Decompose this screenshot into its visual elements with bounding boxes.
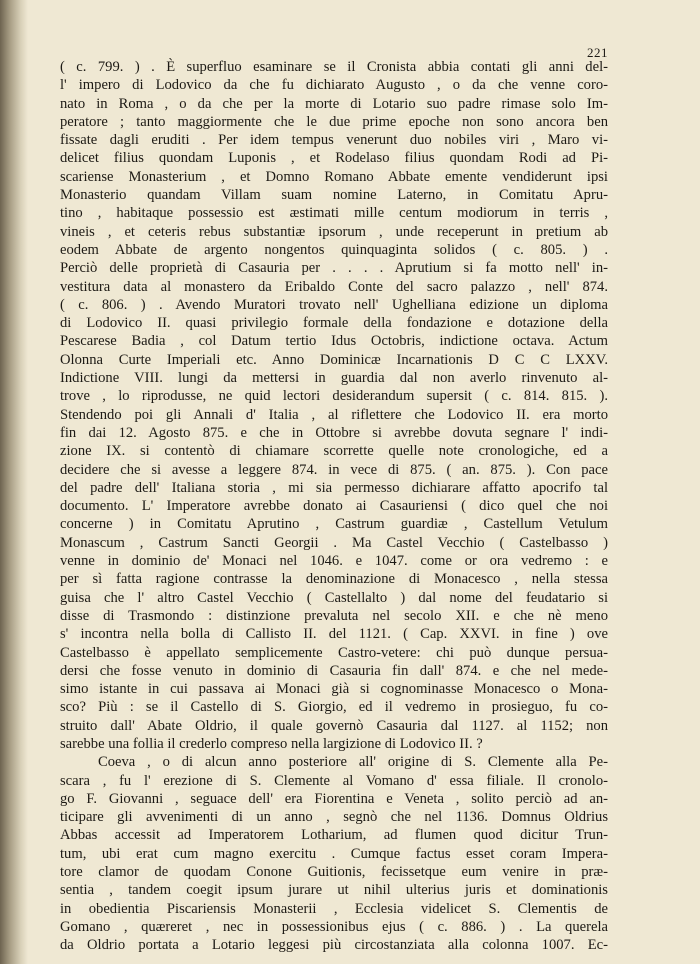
text-line: Coeva , o di alcun anno posteriore all' origine di S. Clemente alla Pe- <box>98 754 608 771</box>
text-line: Abbas accessit ad Imperatorem Lotharium, ad flumen quod dicitur Trun- <box>60 827 608 844</box>
text-line: Indictione VIII. lungi da mettersi in guardia dal non averlo rinvenuto al- <box>60 370 608 387</box>
text-line: dersi che fosse venuto in dominio di Casauria fin dall' 874. e che nel mede- <box>60 662 608 679</box>
text-line: sco? Più : se il Castello di S. Giorgio, ed il vedremo in prosieguo, fu co- <box>60 699 608 716</box>
text-line: go F. Giovanni , seguace dell' era Fiorentina e Veneta , solito perciò ad an- <box>60 790 608 807</box>
page-number: 221 <box>587 45 608 60</box>
text-line: vineis , et ceteris rebus substantiæ ipsorum , unde receperunt in pretium ab <box>60 223 608 240</box>
text-line: sarebbe una follia il crederlo compreso nella largizione di Lodovico II. ? <box>60 735 483 752</box>
text-line: vestitura data al monastero da Eribaldo Conte del sacro palazzo , nell' 874. <box>60 278 608 295</box>
text-line: Pescarese Badia , col Datum tertio Idus Octobris, indictione octava. Actum <box>60 333 608 350</box>
text-line: zione IX. si contentò di chiamare scorrette quelle note cronologiche, ed a <box>60 443 608 460</box>
text-line: Stendendo poi gli Annali d' Italia , al riflettere che Lodovico II. era morto <box>60 406 608 423</box>
text-line: fissate dagli eruditi . Per idem tempus venerunt duo nobiles viri , Maro vi- <box>60 132 608 149</box>
text-line: eodem Abbate de argento nongentos quinquaginta solidos ( c. 805. ) . <box>60 241 608 258</box>
text-line: documento. L' Imperatore avrebbe donato ai Casauriensi ( dico quel che noi <box>60 498 608 515</box>
text-line: tore clamor de quodam Conone Guitionis, fecissetque eum venire in præ- <box>60 864 608 881</box>
text-line: scariense Monasterium , et Domno Romano Abbate emente vendiderunt ipsi <box>60 168 608 185</box>
text-line: trove , lo riprodusse, ne quid lectori desiderandum supersit ( c. 814. 815. ). <box>60 388 608 405</box>
text-line: Monasterio quandam Villam suam nomine Laterno, in Comitatu Apru- <box>60 187 608 204</box>
text-line: ( c. 806. ) . Avendo Muratori trovato nell' Ughelliana edizione un diploma <box>60 296 608 313</box>
text-line: decidere che si avesse a leggere 874. in vece di 875. ( an. 875. ). Con pace <box>60 461 608 478</box>
text-line: tum, ubi erat cum magno exercitu . Cumque factus esset coram Impera- <box>60 845 608 862</box>
text-line: del padre dell' Italiana storia , mi sia permesso dichiarare affatto apocrifo tal <box>60 479 608 496</box>
text-line: ( c. 799. ) . È superfluo esaminare se il Cronista abbia contati gli anni del- <box>60 59 608 75</box>
text-line: in obedientia Piscariensis Monasterii , Ecclesia videlicet S. Clementis de <box>60 900 608 917</box>
text-line: peratore ; tanto maggiormente che le due prime epoche non sono ancora ben <box>60 113 608 130</box>
text-line: delicet filius quondam Luponis , et Rodelaso filius quondam Rodi ad Pi- <box>60 150 608 167</box>
text-line: Castelbasso è appellato semplicemente Castro-vetere: chi può dunque persua- <box>60 644 608 661</box>
text-line: guisa che l' altro Castel Vecchio ( Castellalto ) dal nome del feudatario si <box>60 589 608 606</box>
text-line: tino , habitaque possessio est æstimati mille centum modiorum in terris , <box>60 205 608 222</box>
text-line: concerne ) in Comitatu Aprutino , Castrum guardiæ , Castellum Vetulum <box>60 516 608 533</box>
text-line: s' incontra nella bolla di Callisto II. del 1121. ( Cap. XXVI. in fine ) ove <box>60 626 608 643</box>
text-line: per sì fatta ragione contrasse la denominazione di Monacesco , nella stessa <box>60 571 608 588</box>
text-line: Perciò delle proprietà di Casauria per . . . . Aprutium si fa motto nell' in- <box>60 260 608 277</box>
text-line: ticipare gli avvenimenti di un anno , segnò che nel 1136. Domnus Oldrius <box>60 809 608 826</box>
page-body <box>60 58 608 955</box>
text-line: l' impero di Lodovico da che fu dichiarato Augusto , o da che venne coro- <box>60 77 608 94</box>
text-line: nato in Roma , o da che per la morte di Lotario suo padre rimase solo Im- <box>60 95 608 112</box>
page-gutter-shadow <box>0 0 28 964</box>
text-line: struito dall' Abate Oldrio, il quale governò Casauria dal 1127. al 1152; non <box>60 717 608 734</box>
text-line: Olonna Curte Imperiali etc. Anno Dominicæ Incarnationis D C C LXXV. <box>60 351 608 368</box>
text-line: di Lodovico II. quasi privilegio formale della fondazione e dotazione della <box>60 315 608 332</box>
text-line: scara , fu l' erezione di S. Clemente al Vomano d' essa filiale. Il cronolo- <box>60 772 608 789</box>
text-line: sentia , tandem coegit ipsum jurare ut nihil ulterius juris et dominationis <box>60 882 608 899</box>
text-line: fin dai 12. Agosto 875. e che in Ottobre si avrebbe dovuta segnare l' indi- <box>60 424 608 441</box>
text-line: venne in dominio de' Monaci nel 1046. e 1047. come or ora vedremo : e <box>60 553 608 570</box>
text-line: disse di Trasmondo : distinzione prevaluta nel secolo XII. e che nè meno <box>60 607 608 624</box>
text-line: simo istante in cui passava ai Monaci già si cognominasse Monacesco o Mona- <box>60 681 608 698</box>
text-line: Gomano , quæreret , nec in possessionibus ejus ( c. 886. ) . La querela <box>60 918 608 935</box>
text-line: Monascum , Castrum Sancti Georgii . Ma Castel Vecchio ( Castelbasso ) <box>60 534 608 551</box>
text-line: da Oldrio portata a Lotario leggesi più circostanziata alla colonna 1007. Ec- <box>60 937 608 954</box>
